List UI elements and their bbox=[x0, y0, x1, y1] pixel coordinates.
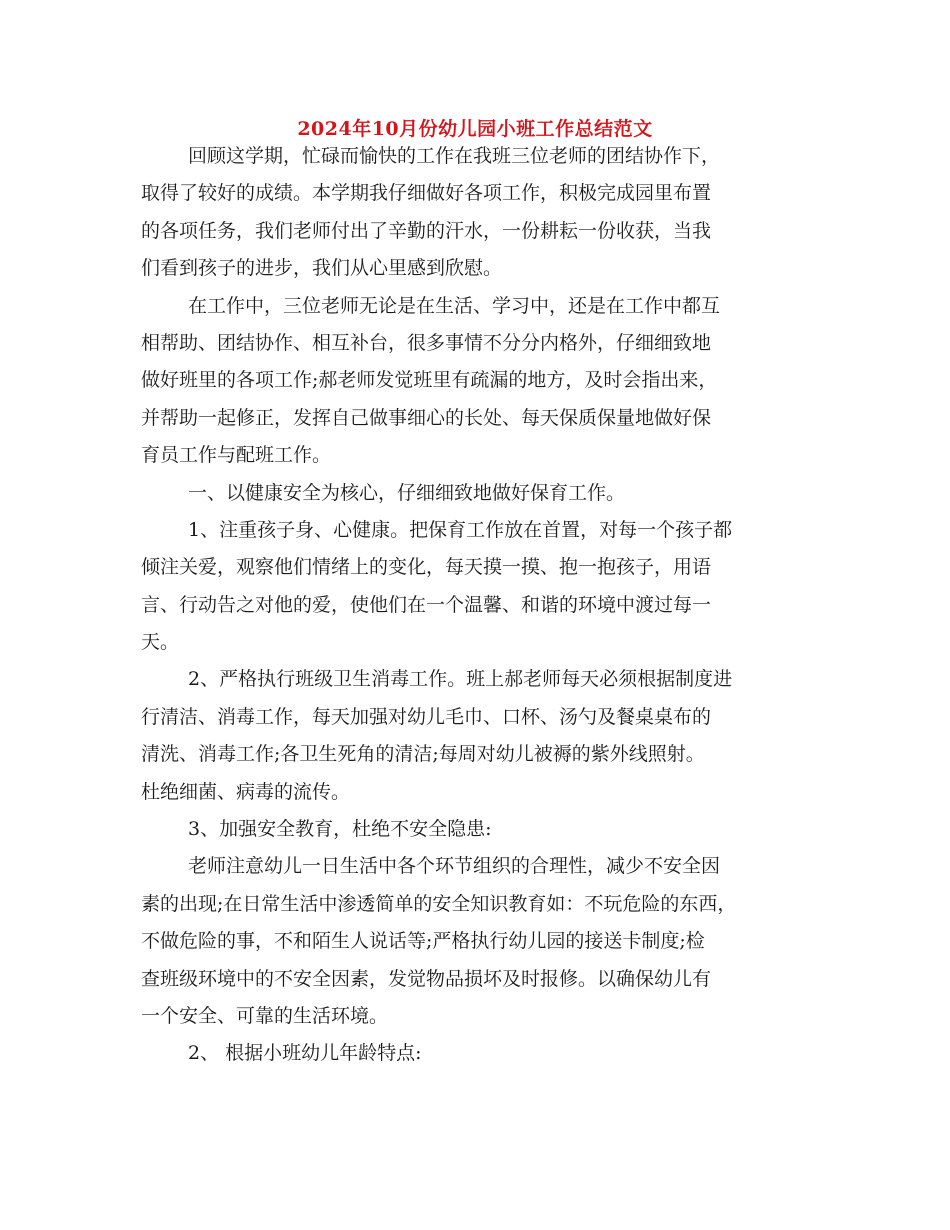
text-line: 回顾这学期，忙碌而愉快的工作在我班三位老师的团结协作下， bbox=[188, 145, 721, 167]
text-line: 并帮助一起修正，发挥自己做事细心的长处、每天保质保量地做好保 bbox=[141, 406, 712, 429]
text-line: 的各项任务，我们老师付出了辛勤的汗水，一份耕耘一份收获，当我 bbox=[141, 219, 712, 242]
text-line: 相帮助、团结协作、相互补台，很多事情不分分内格外，仔细细致地 bbox=[141, 331, 712, 354]
text-line: 3、加强安全教育，杜绝不安全隐患: bbox=[188, 818, 492, 841]
text-line: 清洗、消毒工作;各卫生死角的清洁;每周对幼儿被褥的紫外线照射。 bbox=[141, 743, 705, 766]
paragraph-item-1 bbox=[141, 512, 813, 662]
text-line: 一个安全、可靠的生活环境。 bbox=[141, 1004, 389, 1027]
paragraph-teamwork bbox=[141, 288, 813, 475]
text-line: 们看到孩子的进步，我们从心里感到欣慰。 bbox=[141, 257, 503, 280]
text-line: 取得了较好的成绩。本学期我仔细做好各项工作，积极完成园里布置 bbox=[141, 182, 712, 205]
text-line: 查班级环境中的不安全因素，发觉物品损坏及时报修。以确保幼儿有 bbox=[141, 967, 712, 990]
document-body bbox=[141, 138, 813, 1073]
text-line: 天。 bbox=[141, 631, 180, 654]
paragraph-review bbox=[141, 138, 813, 288]
text-line: 不做危险的事，不和陌生人说话等;严格执行幼儿园的接送卡制度;检 bbox=[141, 930, 705, 953]
text-line: 在工作中，三位老师无论是在生活、学习中，还是在工作中都互 bbox=[188, 294, 721, 317]
document-title: 2024年10月份幼儿园小班工作总结范文 bbox=[297, 118, 653, 140]
text-line: 言、行动告之对他的爱，使他们在一个温馨、和谐的环境中渡过每一 bbox=[141, 593, 712, 616]
text-line: 1、注重孩子身、心健康。把保育工作放在首置，对每一个孩子都 bbox=[188, 518, 733, 541]
paragraph-age-traits-heading bbox=[141, 1035, 813, 1072]
paragraph-item-2 bbox=[141, 661, 813, 811]
text-line: 做好班里的各项工作;郝老师发觉班里有疏漏的地方，及时会指出来， bbox=[141, 369, 718, 392]
text-line: 杜绝细菌、病毒的流传。 bbox=[141, 780, 351, 803]
text-line: 行清洁、消毒工作，每天加强对幼儿毛巾、口杯、汤勺及餐桌桌布的 bbox=[141, 705, 712, 728]
text-line: 素的出现;在日常生活中渗透简单的安全知识教育如：不玩危险的东西， bbox=[141, 892, 737, 915]
section-heading-health-safety bbox=[141, 475, 813, 512]
text-line: 一、以健康安全为核心，仔细细致地做好保育工作。 bbox=[188, 481, 626, 504]
paragraph-safety-details bbox=[141, 848, 813, 1035]
text-line: 2、 根据小班幼儿年龄特点: bbox=[188, 1042, 422, 1065]
text-line: 老师注意幼儿一日生活中各个环节组织的合理性，减少不安全因 bbox=[188, 855, 721, 878]
text-line: 倾注关爱，观察他们情绪上的变化，每天摸一摸、抱一抱孩子，用语 bbox=[141, 556, 712, 579]
text-line: 育员工作与配班工作。 bbox=[141, 444, 332, 467]
paragraph-item-3-heading bbox=[141, 811, 813, 848]
text-line: 2、严格执行班级卫生消毒工作。班上郝老师每天必须根据制度进 bbox=[188, 668, 733, 691]
